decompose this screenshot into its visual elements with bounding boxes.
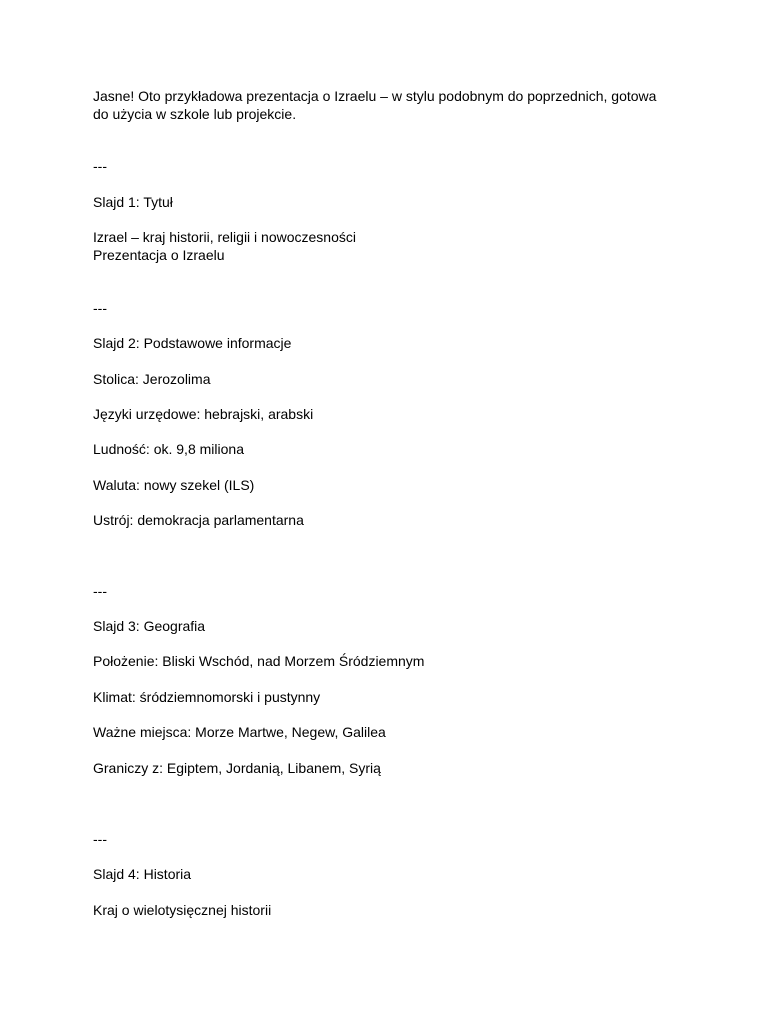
slide3-borders: Graniczy z: Egiptem, Jordanią, Libanem, Syrią bbox=[93, 760, 381, 776]
intro-line-1: Jasne! Oto przykładowa prezentacja o Izraelu – w stylu podobnym do poprzednich, gotowa bbox=[93, 88, 657, 104]
slide2-heading: Slajd 2: Podstawowe informacje bbox=[93, 335, 292, 351]
slide3-climate: Klimat: śródziemnomorski i pustynny bbox=[93, 689, 321, 705]
slide2-system: Ustrój: demokracja parlamentarna bbox=[93, 512, 304, 528]
slide2-population: Ludność: ok. 9,8 miliona bbox=[93, 441, 244, 457]
separator: --- bbox=[93, 831, 107, 847]
separator: --- bbox=[93, 583, 107, 599]
slide4-heading: Slajd 4: Historia bbox=[93, 866, 192, 882]
slide1-heading: Slajd 1: Tytuł bbox=[93, 194, 173, 210]
slide2-currency: Waluta: nowy szekel (ILS) bbox=[93, 477, 255, 493]
slide2-capital: Stolica: Jerozolima bbox=[93, 371, 211, 387]
intro-line-2: do użycia w szkole lub projekcie. bbox=[93, 106, 297, 122]
slide1-subtitle: Prezentacja o Izraelu bbox=[93, 247, 225, 263]
slide1-title: Izrael – kraj historii, religii i nowoczesności bbox=[93, 229, 356, 245]
slide3-heading: Slajd 3: Geografia bbox=[93, 618, 206, 634]
separator: --- bbox=[93, 158, 107, 174]
slide2-languages: Języki urzędowe: hebrajski, arabski bbox=[93, 406, 314, 422]
slide3-location: Położenie: Bliski Wschód, nad Morzem Śródziemnym bbox=[93, 653, 425, 669]
slide4-line-1: Kraj o wielotysięcznej historii bbox=[93, 902, 272, 918]
slide3-places: Ważne miejsca: Morze Martwe, Negew, Galilea bbox=[93, 724, 386, 740]
separator: --- bbox=[93, 300, 107, 316]
